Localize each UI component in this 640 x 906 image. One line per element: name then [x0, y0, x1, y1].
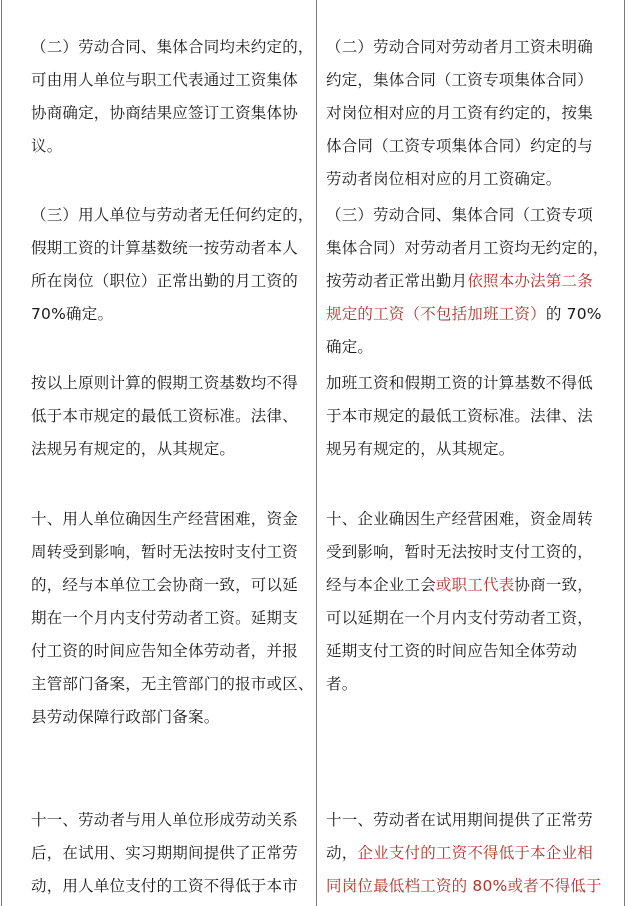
text-line: 受到影响，暂时无法按时支付工资的， — [326, 543, 593, 561]
text-line: 期在一个月内支付劳动者工资。延期支 — [31, 609, 298, 627]
left-border-rule — [1, 0, 2, 906]
text-line: 70%确定。 — [31, 305, 114, 323]
text-line: 可由用人单位与职工代表通过工资集体 — [31, 71, 298, 89]
right-paragraph-2 — [326, 31, 622, 196]
text-line: 主管部门备案，无主管部门的报市或区、 — [31, 675, 314, 693]
text-line: 延期支付工资的时间应告知全体劳动 — [326, 642, 578, 660]
text-line: 的，经与本单位工会协商一致，可以延 — [31, 576, 298, 594]
text-line: 周转受到影响，暂时无法按时支付工资 — [31, 543, 298, 561]
text-line: 对岗位相对应的月工资有约定的，按集 — [326, 104, 593, 122]
right-article-11 — [326, 804, 622, 903]
plain-text: 动， — [326, 844, 358, 862]
text-line: 者。 — [326, 675, 358, 693]
text-line: 可以延期在一个月内支付劳动者工资， — [326, 609, 593, 627]
highlighted-text: 依照本办法第二条 — [467, 272, 593, 290]
text-line: 协商确定，协商结果应签订工资集体协 — [31, 104, 298, 122]
text-line: 后，在试用、实习期期间提供了正常劳 — [31, 844, 298, 862]
text-line: 假期工资的计算基数统一按劳动者本人 — [31, 239, 298, 257]
text-line: 十一、劳动者与用人单位形成劳动关系 — [31, 811, 298, 829]
text-line: 同岗位最低档工资的 80%或者不得低于 — [326, 877, 602, 895]
plain-text: 经与本企业工会 — [326, 576, 436, 594]
left-article-10 — [31, 503, 313, 734]
highlighted-text: 或职工代表 — [435, 576, 515, 594]
highlighted-text: 企业支付的工资不得低于本企业相 — [357, 844, 593, 862]
text-line: 约定，集体合同（工资专项集体合同） — [326, 71, 593, 89]
text-line: （三）劳动合同、集体合同（工资专项 — [326, 206, 593, 224]
plain-text: 的 70% — [545, 305, 602, 323]
text-line: 加班工资和假期工资的计算基数不得低 — [326, 374, 593, 392]
left-paragraph-base — [31, 367, 313, 466]
left-paragraph-2 — [31, 31, 313, 163]
column-divider-rule — [316, 0, 317, 906]
text-line: 于本市规定的最低工资标准。法律、法 — [326, 407, 593, 425]
text-line: 县劳动保障行政部门备案。 — [31, 708, 220, 726]
text-line: （二）劳动合同、集体合同均未约定的， — [31, 38, 314, 56]
text-line: 法规另有规定的，从其规定。 — [31, 440, 236, 458]
text-line: 劳动者岗位相对应的月工资确定。 — [326, 170, 562, 188]
text-line: 动，用人单位支付的工资不得低于本市 — [31, 877, 298, 895]
right-paragraph-3 — [326, 199, 622, 364]
plain-text: 按劳动者正常出勤月 — [326, 272, 468, 290]
text-line: 十、用人单位确因生产经营困难，资金 — [31, 510, 298, 528]
left-article-11 — [31, 804, 313, 903]
text-line: 十一、劳动者在试用期间提供了正常劳 — [326, 811, 593, 829]
text-line: 十、企业确因生产经营困难，资金周转 — [326, 510, 593, 528]
text-line: 确定。 — [326, 338, 374, 356]
text-line — [326, 569, 622, 602]
text-line: 议。 — [31, 137, 63, 155]
text-line: 集体合同）对劳动者月工资均无约定的， — [326, 239, 609, 257]
highlighted-text: 规定的工资（不包括加班工资） — [326, 305, 546, 323]
left-paragraph-3 — [31, 199, 313, 331]
text-line: （三）用人单位与劳动者无任何约定的， — [31, 206, 314, 224]
right-paragraph-base — [326, 367, 622, 466]
text-line — [326, 298, 622, 331]
text-line: 按以上原则计算的假期工资基数均不得 — [31, 374, 298, 392]
text-line: 体合同（工资专项集体合同）约定的与 — [326, 137, 593, 155]
right-article-10 — [326, 503, 622, 701]
text-line: 低于本市规定的最低工资标准。法律、 — [31, 407, 298, 425]
text-line — [326, 265, 622, 298]
plain-text: 协商一致， — [514, 576, 593, 594]
text-line: 所在岗位（职位）正常出勤的月工资的 — [31, 272, 298, 290]
text-line — [326, 837, 622, 870]
text-line: （二）劳动合同对劳动者月工资未明确 — [326, 38, 593, 56]
text-line: 付工资的时间应告知全体劳动者，并报 — [31, 642, 298, 660]
text-line: 规另有规定的，从其规定。 — [326, 440, 515, 458]
right-border-rule — [624, 0, 625, 906]
